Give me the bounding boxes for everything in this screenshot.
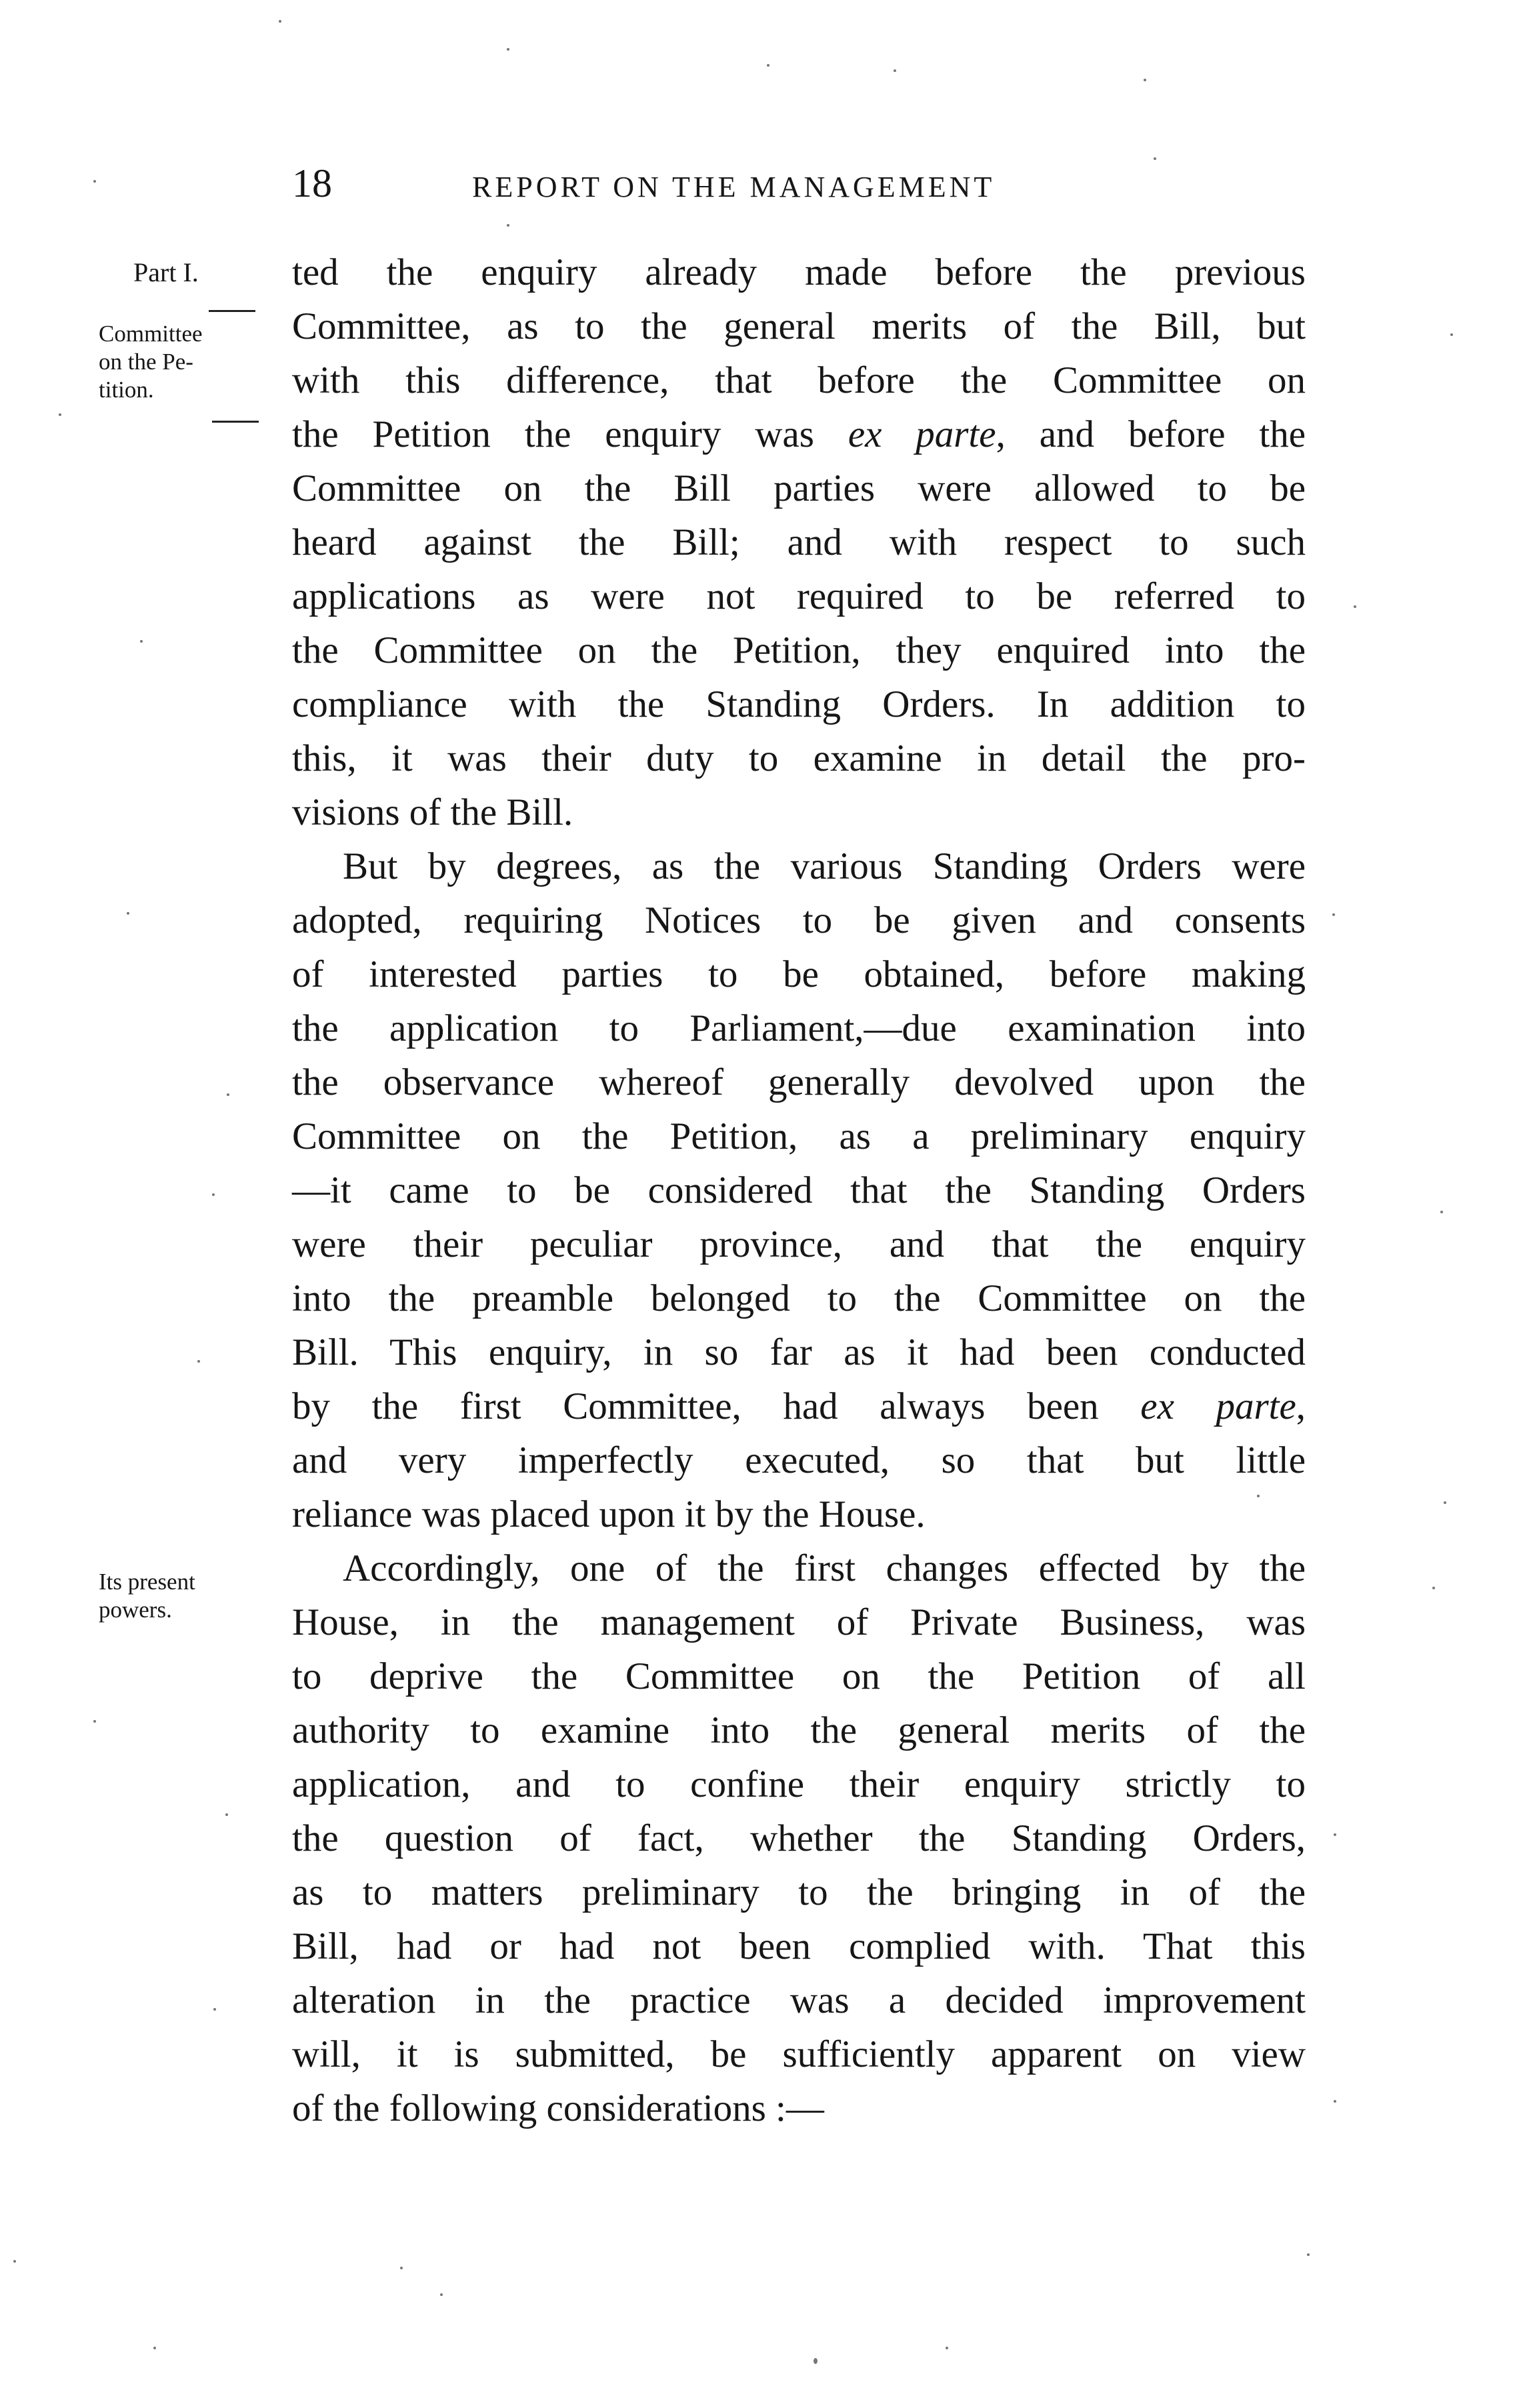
- speck: [212, 1193, 215, 1196]
- text-line: House, in the management of Private Business, was: [292, 1601, 1306, 1643]
- margin-rule-top: [209, 310, 255, 312]
- text-segment: , and before the: [996, 413, 1306, 455]
- text-line: compliance with the Standing Orders. In addition to: [292, 683, 1306, 725]
- text-line: to deprive the Committee on the Petition of all: [292, 1655, 1306, 1697]
- speck: [814, 2358, 818, 2364]
- text-line: authority to examine into the general merits of the: [292, 1709, 1306, 1751]
- speck: [227, 1093, 229, 1096]
- speck: [1307, 2253, 1310, 2256]
- text-line: with this difference, that before the Committee on: [292, 359, 1306, 401]
- text-line: of interested parties to be obtained, before making: [292, 953, 1306, 995]
- italic-phrase: ex parte: [848, 413, 996, 455]
- speck: [1354, 605, 1356, 608]
- margin-rule-bottom: [212, 421, 259, 423]
- speck: [1332, 913, 1335, 916]
- margin-note-line: tition.: [99, 377, 154, 403]
- text-line: ted the enquiry already made before the previous: [292, 251, 1306, 293]
- text-line: reliance was placed upon it by the House.: [292, 1493, 926, 1535]
- speck: [1144, 79, 1146, 81]
- speck: [1257, 1495, 1260, 1497]
- margin-note-committee: [99, 320, 285, 423]
- speck: [1444, 1501, 1446, 1504]
- text-line: and very imperfectly executed, so that but little: [292, 1439, 1306, 1481]
- speck: [13, 2260, 16, 2263]
- speck: [127, 912, 129, 915]
- speck: [1440, 1211, 1443, 1213]
- text-line: alteration in the practice was a decided improvement: [292, 1979, 1306, 2021]
- speck: [507, 224, 509, 227]
- text-line: Committee on the Petition, as a preliminary enquiry: [292, 1115, 1306, 1157]
- margin-note-line: Committee: [99, 321, 203, 347]
- text-line: into the preamble belonged to the Committee on the: [292, 1277, 1306, 1319]
- text-line: [292, 1379, 1306, 1433]
- text-line: But by degrees, as the various Standing Orders were: [343, 845, 1306, 887]
- text-line: Bill. This enquiry, in so far as it had been conducted: [292, 1331, 1306, 1373]
- margin-note-line: Its present: [99, 1569, 195, 1595]
- margin-note-part: Part I.: [133, 257, 199, 287]
- text-segment: by the first Committee, had always been: [292, 1385, 1099, 1427]
- margin-note-line: on the Pe-: [99, 349, 193, 375]
- text-segment: the Petition the enquiry was: [292, 413, 814, 455]
- text-line: Committee, as to the general merits of the Bill, but: [292, 305, 1306, 347]
- speck: [1334, 2100, 1336, 2103]
- text-line: [292, 407, 1306, 461]
- speck: [440, 2293, 443, 2296]
- speck: [59, 413, 61, 416]
- text-line: the Committee on the Petition, they enquired into the: [292, 629, 1306, 671]
- speck: [1334, 1833, 1336, 1836]
- margin-note-line: powers.: [99, 1597, 172, 1623]
- text-line: visions of the Bill.: [292, 791, 573, 833]
- speck: [946, 2347, 948, 2349]
- text-line: application, and to confine their enquiry strictly to: [292, 1763, 1306, 1805]
- body-text: [292, 245, 1306, 2135]
- text-line: Accordingly, one of the first changes effected by the: [343, 1547, 1306, 1589]
- text-line: the application to Parliament,—due examination into: [292, 1007, 1306, 1049]
- text-line: heard against the Bill; and with respect to such: [292, 521, 1306, 563]
- running-title: REPORT ON THE MANAGEMENT: [472, 171, 996, 203]
- speck: [213, 2008, 216, 2011]
- speck: [507, 48, 509, 51]
- text-segment: ,: [1296, 1385, 1306, 1427]
- speck: [153, 2347, 156, 2349]
- speck: [1450, 333, 1453, 336]
- speck: [197, 1360, 200, 1363]
- text-line: Committee on the Bill parties were allowed to be: [292, 467, 1306, 509]
- text-line: adopted, requiring Notices to be given and consents: [292, 899, 1306, 941]
- running-head: [292, 157, 1306, 210]
- speck: [93, 1720, 96, 1723]
- italic-phrase: ex parte: [1140, 1385, 1296, 1427]
- page-number: 18: [292, 161, 332, 205]
- speck: [225, 1813, 228, 1816]
- margin-note-present-powers: [99, 1568, 285, 1624]
- text-line: were their peculiar province, and that the enquiry: [292, 1223, 1306, 1265]
- text-line: of the following considerations :—: [292, 2087, 824, 2129]
- speck: [1432, 1587, 1435, 1589]
- text-line: this, it was their duty to examine in detail the pro-: [292, 737, 1306, 779]
- text-line: the question of fact, whether the Standing Orders,: [292, 1817, 1306, 1859]
- text-line: applications as were not required to be referred to: [292, 575, 1306, 617]
- speck: [1154, 157, 1156, 160]
- text-line: —it came to be considered that the Standing Orders: [292, 1169, 1306, 1211]
- speck: [767, 64, 770, 67]
- text-line: will, it is submitted, be sufficiently apparent on view: [292, 2033, 1306, 2075]
- speck: [894, 69, 896, 72]
- speck: [93, 180, 96, 183]
- text-line: as to matters preliminary to the bringing in of the: [292, 1871, 1306, 1913]
- text-line: the observance whereof generally devolved upon the: [292, 1061, 1306, 1103]
- text-line: Bill, had or had not been complied with. That this: [292, 1925, 1306, 1967]
- speck: [400, 2267, 403, 2269]
- speck: [140, 640, 143, 643]
- speck: [279, 20, 281, 23]
